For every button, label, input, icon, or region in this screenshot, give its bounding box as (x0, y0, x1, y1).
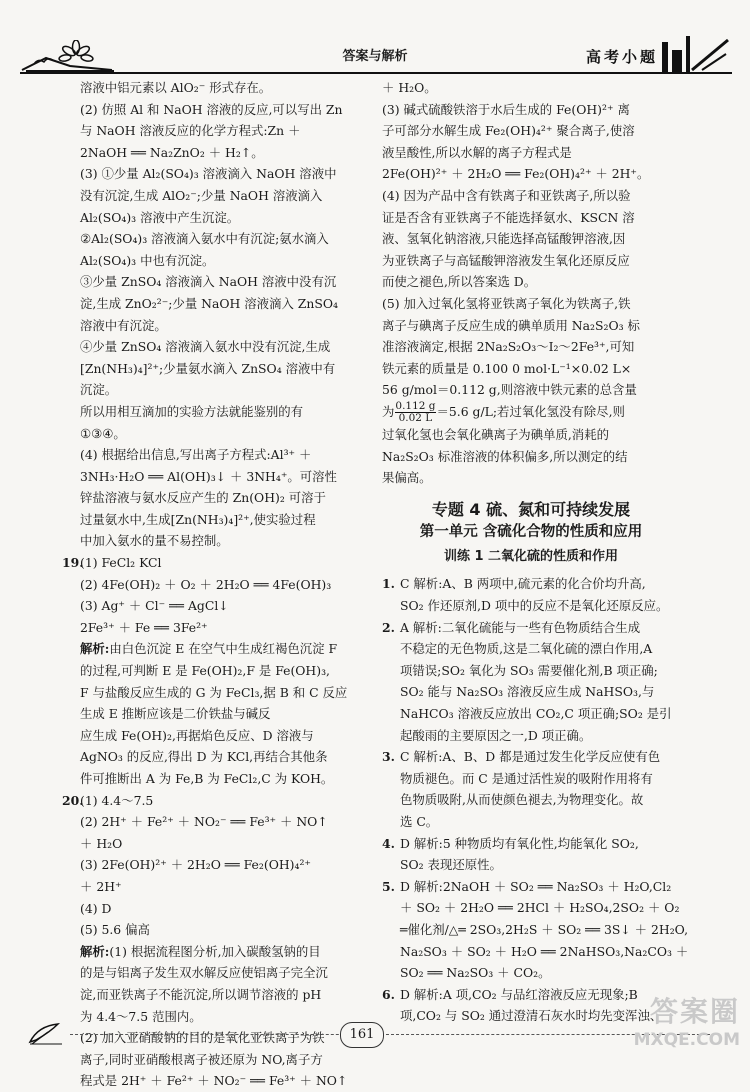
question-number: 20. (62, 792, 84, 808)
text-line (62, 876, 358, 898)
text-line (382, 358, 680, 380)
text-line (62, 142, 358, 164)
line-text: Al₂(SO₄)₃ 溶液中产生沉淀。 (80, 209, 240, 225)
watermark-top: 答案圈 (649, 995, 740, 1028)
line-text: 2NaOH ══ Na₂ZnO₂ ＋ H₂↑。 (80, 144, 264, 160)
text-line (62, 185, 358, 207)
line-text: ②Al₂(SO₄)₃ 溶液滴入氨水中有沉淀;氨水滴入 (80, 231, 329, 247)
right-column (382, 77, 689, 1027)
text-line (62, 530, 358, 552)
text-line (62, 379, 358, 401)
line-text: 的是与铝离子发生双水解反应使铝离子完全沉 (80, 965, 328, 981)
line-text: (5) 加入过氧化氢将亚铁离子氧化为铁离子,铁 (382, 295, 631, 311)
line-text: NaHCO₃ 溶液反应放出 CO₂,C 项正确;SO₂ 是引 (400, 706, 672, 722)
text-line (382, 142, 680, 164)
text-line (382, 595, 680, 617)
text-line (382, 336, 680, 358)
text-line (62, 250, 358, 272)
text-line (62, 919, 358, 941)
text-line (62, 746, 358, 768)
line-text: [Zn(NH₃)₄]²⁺;少量氨水滴入 ZnSO₄ 溶液中有 (80, 360, 336, 376)
line-text: C 解析:A、B、D 都是通过发生化学反应使有色 (400, 749, 661, 765)
text-line (382, 919, 689, 941)
line-text: 液呈酸性,所以水解的离子方程式是 (382, 144, 572, 160)
line-text: 不稳定的无色物质,这是二氧化硫的漂白作用,A (400, 641, 653, 657)
line-text: (2) 加入亚硝酸钠的目的是氧化亚铁离子为铁 (80, 1030, 325, 1046)
line-text: 而使之褪色,所以答案选 D。 (382, 274, 537, 290)
text-line (62, 768, 358, 790)
line-text: D 解析:2NaOH ＋ SO₂ ══ Na₂SO₃ ＋ H₂O,Cl₂ (400, 878, 672, 894)
line-text: 准溶液滴定,根据 2Na₂S₂O₃～I₂～2Fe³⁺,可知 (382, 339, 635, 355)
text-line (382, 962, 680, 984)
line-text: (3) 碱式硫酸铁溶于水后生成的 Fe(OH)²⁺ 离 (382, 101, 630, 117)
line-text: 由白色沉淀 E 在空气中生成红褐色沉淀 F (109, 641, 338, 657)
watermark-bottom: MXQE.COM (633, 1030, 740, 1050)
line-text: 铁元素的质量是 0.100 0 mol·L⁻¹×0.02 L× (382, 360, 632, 376)
line-text: 为 4.4～7.5 范围内。 (80, 1008, 202, 1024)
text-line (62, 466, 358, 488)
text-line (382, 250, 680, 272)
fraction-denominator: 0.02 L (398, 411, 433, 424)
line-text: (1) 根据流程图分析,加入碳酸氢钠的目 (109, 943, 321, 959)
text-line (62, 854, 358, 876)
line-text: (4) 因为产品中含有铁离子和亚铁离子,所以验 (382, 187, 631, 203)
text-line (382, 446, 680, 468)
line-text: 淀,而亚铁离子不能沉淀,所以调节溶液的 pH (80, 986, 322, 1002)
line-text: C 解析:A、B 两项中,硫元素的化合价均升高, (400, 576, 646, 592)
text-line (62, 1006, 358, 1028)
question-number: 19. (62, 555, 84, 571)
line-text: (5) 5.6 偏高 (80, 922, 150, 938)
line-text: 离子,同时亚硝酸根离子被还原为 NO,离子方 (80, 1051, 323, 1067)
text-line (382, 854, 680, 876)
text-line (62, 487, 358, 509)
line-text: Al₂(SO₄)₃ 中也有沉淀。 (80, 252, 215, 268)
analysis-label: 解析: (80, 641, 110, 657)
text-line (62, 595, 358, 617)
quill-pen-icon (28, 1022, 62, 1046)
question-item (62, 790, 358, 812)
text-line (62, 638, 358, 660)
line-text: (4) D (80, 900, 112, 916)
question-item (382, 746, 680, 768)
text-line (62, 358, 358, 380)
text-line (382, 120, 680, 142)
line-text: 淀,生成 ZnO₂²⁻;少量 NaOH 溶液滴入 ZnSO₄ (80, 295, 339, 311)
text-line (382, 725, 680, 747)
text-line (62, 120, 358, 142)
line-text: ＋ H₂O (80, 835, 123, 851)
text-line (62, 574, 358, 596)
text-line (62, 163, 358, 185)
line-text: 生成 E 推断应该是二价铁盐与碱反 (80, 706, 271, 722)
text-line (62, 833, 358, 855)
line-text: D 解析:5 种物质均有氧化性,均能氧化 SO₂, (400, 835, 639, 851)
header-rule (20, 72, 732, 74)
line-text: ＋ H₂O。 (382, 80, 437, 95)
fraction (395, 401, 435, 424)
line-text: 件可推断出 A 为 Fe,B 为 FeCl₂,C 为 KOH。 (80, 771, 334, 786)
line-text: 色物质吸附,从而使颜色褪去,为物理变化。故 (400, 792, 644, 808)
text-line (382, 77, 680, 99)
series-brand-text: 高考小题 (585, 48, 658, 66)
text-line (382, 293, 680, 315)
line-text: D 解析:A 项,CO₂ 与品红溶液反应无现象;B (400, 986, 638, 1002)
question-number: 2. (382, 619, 395, 635)
fraction-prefix: 为 (382, 403, 395, 419)
line-text: 证是否含有亚铁离子不能选择氨水、KSCN 溶 (382, 209, 635, 225)
fraction-suffix: ＝5.6 g/L;若过氧化氢没有除尽,则 (436, 403, 625, 419)
line-text: (3) 2Fe(OH)²⁺ ＋ 2H₂O ══ Fe₂(OH)₄²⁺ (80, 857, 311, 873)
right-column-conclusion (382, 424, 680, 489)
text-line (62, 401, 358, 423)
line-text: 项,CO₂ 与 SO₂ 通过澄清石灰水时均先变浑浊、 (400, 1008, 663, 1024)
line-text: ＋ SO₂ ＋ 2H₂O ══ 2HCl ＋ H₂SO₄,2SO₂ ＋ O₂ (400, 900, 680, 916)
text-line (62, 1027, 358, 1049)
line-text: F 与盐酸反应生成的 G 为 FeCl₃,据 B 和 C 反应 (80, 684, 348, 700)
line-text: 2Fe(OH)²⁺ ＋ 2H₂O ══ Fe₂(OH)₄²⁺ ＋ 2H⁺。 (382, 166, 650, 182)
line-text: SO₂ 作还原剂,D 项中的反应不是氧化还原反应。 (400, 598, 669, 614)
training-title: 训练 1 二氧化硫的性质和作用 (443, 548, 619, 564)
line-text: 所以用相互滴加的实验方法就能鉴别的有 (80, 403, 304, 419)
text-line (382, 379, 680, 401)
line-text: 过量氨水中,生成[Zn(NH₃)₄]²⁺,使实验过程 (80, 511, 316, 527)
text-line (62, 660, 358, 682)
text-line (62, 336, 358, 358)
line-text: A 解析:二氧化硫能与一些有色物质结合生成 (400, 619, 641, 635)
line-text: 选 C。 (400, 814, 439, 829)
text-line (382, 681, 680, 703)
text-line (62, 811, 358, 833)
line-text: AgNO₃ 的反应,得出 D 为 KCl,再结合其他条 (80, 749, 328, 765)
line-text: (1) FeCl₂ KCl (80, 555, 162, 571)
fraction-line (382, 401, 680, 424)
topic-title: 专题 4 硫、氮和可持续发展 (431, 499, 631, 519)
line-text: 离子与碘离子反应生成的碘单质用 Na₂S₂O₃ 标 (382, 317, 640, 333)
line-text: 2Fe³⁺ ＋ Fe ══ 3Fe²⁺ (80, 619, 208, 635)
text-line (62, 509, 358, 531)
text-line (62, 725, 358, 747)
text-line (382, 941, 689, 963)
analysis-label: 解析: (80, 943, 110, 959)
page-header-title: 答案与解析 (342, 49, 408, 64)
line-text: 程式是 2H⁺ ＋ Fe²⁺ ＋ NO₂⁻ ══ Fe³⁺ ＋ NO↑ (80, 1073, 348, 1089)
text-line (382, 163, 680, 185)
text-line (382, 660, 680, 682)
line-text: (2) 仿照 Al 和 NaOH 溶液的反应,可以写出 Zn (80, 101, 343, 117)
line-text: Na₂S₂O₃ 标准溶液的体积偏多,所以测定的结 (382, 448, 628, 464)
text-line (62, 444, 358, 466)
text-line (382, 789, 680, 811)
text-line (382, 228, 680, 250)
line-text: 与 NaOH 溶液反应的化学方程式:Zn ＋ (80, 123, 301, 139)
line-text: 中加入氨水的量不易控制。 (80, 533, 229, 549)
question-number: 6. (382, 986, 395, 1002)
line-text: ④少量 ZnSO₄ 溶液滴入氨水中没有沉淀,生成 (80, 339, 331, 355)
text-line (382, 768, 680, 790)
text-line (382, 185, 680, 207)
unit-title: 第一单元 含硫化合物的性质和应用 (419, 524, 643, 541)
line-text: 起酸雨的主要原因之一,D 项正确。 (400, 727, 592, 743)
text-line (382, 811, 680, 833)
line-text: ＋ 2H⁺ (80, 878, 122, 894)
line-text: 应生成 Fe(OH)₂,再据焰色反应、D 溶液与 (80, 727, 314, 743)
line-text: 液、氢氧化钠溶液,只能选择高锰酸钾溶液,因 (382, 231, 626, 247)
line-text: ①③④。 (80, 425, 126, 441)
line-text: 3NH₃·H₂O ══ Al(OH)₃↓ ＋ 3NH₄⁺。可溶性 (80, 468, 337, 484)
question-number: 5. (382, 878, 395, 894)
text-line (382, 638, 680, 660)
line-text: 的过程,可判断 E 是 Fe(OH)₂,F 是 Fe(OH)₃, (80, 663, 330, 679)
line-text: 没有沉淀,生成 AlO₂⁻;少量 NaOH 溶液滴入 (80, 187, 323, 203)
question-item (382, 876, 680, 898)
text-line (382, 897, 680, 919)
line-text: 子可部分水解生成 Fe₂(OH)₄²⁺ 聚合离子,使溶 (382, 123, 635, 139)
text-line (62, 962, 358, 984)
text-line (382, 207, 680, 229)
line-text: 果偏高。 (382, 470, 432, 486)
line-text: (4) 根据给出信息,写出离子方程式:Al³⁺ ＋ (80, 447, 312, 463)
line-text: 为亚铁离子与高锰酸钾溶液发生氧化还原反应 (382, 252, 630, 268)
line-text: (3) ①少量 Al₂(SO₄)₃ 溶液滴入 NaOH 溶液中 (80, 166, 337, 182)
text-line (62, 228, 358, 250)
question-number: 4. (382, 835, 395, 851)
text-line (62, 703, 358, 725)
text-line (62, 207, 358, 229)
watermark (610, 990, 740, 1060)
question-item (382, 833, 680, 855)
line-text: (2) 4Fe(OH)₂ ＋ O₂ ＋ 2H₂O ══ 4Fe(OH)₃ (80, 576, 332, 592)
text-line (62, 617, 358, 639)
text-line (382, 315, 680, 337)
line-text: (3) Ag⁺ ＋ Cl⁻ ══ AgCl↓ (80, 598, 229, 614)
text-line (62, 99, 358, 121)
line-text: 锌盐溶液与氨水反应产生的 Zn(OH)₂ 可溶于 (80, 490, 326, 506)
left-column (62, 77, 358, 1092)
text-line (62, 1070, 358, 1092)
question-item (382, 617, 680, 639)
answer-list (382, 573, 689, 1026)
text-line (382, 424, 680, 446)
line-text: (1) 4.4～7.5 (80, 792, 154, 808)
text-line (62, 941, 358, 963)
line-text: 物质褪色。而 C 是通过活性炭的吸附作用将有 (400, 770, 653, 786)
text-line (62, 984, 358, 1006)
page-number: 161 (340, 1022, 384, 1048)
text-line (62, 1049, 358, 1071)
text-line (62, 77, 358, 99)
line-text: SO₂ 能与 Na₂SO₃ 溶液反应生成 NaHSO₃,与 (400, 684, 655, 700)
question-item (382, 573, 680, 595)
question-item (62, 552, 358, 574)
line-text: Na₂SO₃ ＋ SO₂ ＋ H₂O ══ 2NaHSO₃,Na₂CO₃ ＋ (400, 943, 689, 959)
text-line (382, 467, 680, 489)
line-text: (2) 2H⁺ ＋ Fe²⁺ ＋ NO₂⁻ ══ Fe³⁺ ＋ NO↑ (80, 814, 328, 830)
question-number: 3. (382, 749, 395, 765)
line-text: 溶液中铝元素以 AlO₂⁻ 形式存在。 (80, 80, 272, 95)
line-text: 沉淀。 (80, 382, 118, 398)
fraction-numerator: 0.112 g (395, 399, 436, 412)
line-text: SO₂ 表现还原性。 (400, 857, 502, 873)
question-number: 1. (382, 576, 395, 592)
text-line (62, 293, 358, 315)
text-line (382, 99, 680, 121)
text-line (62, 898, 358, 920)
line-text: 项错误;SO₂ 氧化为 SO₃ 需要催化剂,B 项正确; (400, 662, 658, 678)
line-text: ═催化剂/△═ 2SO₃,2H₂S ＋ SO₂ ══ 3S↓ ＋ 2H₂O, (400, 921, 689, 937)
text-line (62, 315, 358, 337)
text-line (62, 271, 358, 293)
text-line (62, 682, 358, 704)
text-line (382, 703, 680, 725)
line-text: SO₂ ══ Na₂SO₃ ＋ CO₂。 (400, 965, 551, 981)
line-text: 56 g/mol＝0.112 g,则溶液中铁元素的总含量 (382, 382, 637, 398)
text-line (62, 423, 358, 445)
right-column-continuation (382, 77, 680, 401)
line-text: 溶液中有沉淀。 (80, 317, 167, 333)
line-text: 过氧化氢也会氧化碘离子为碘单质,消耗的 (382, 426, 609, 442)
line-text: ③少量 ZnSO₄ 溶液滴入 NaOH 溶液中没有沉 (80, 274, 337, 290)
text-line (382, 271, 680, 293)
